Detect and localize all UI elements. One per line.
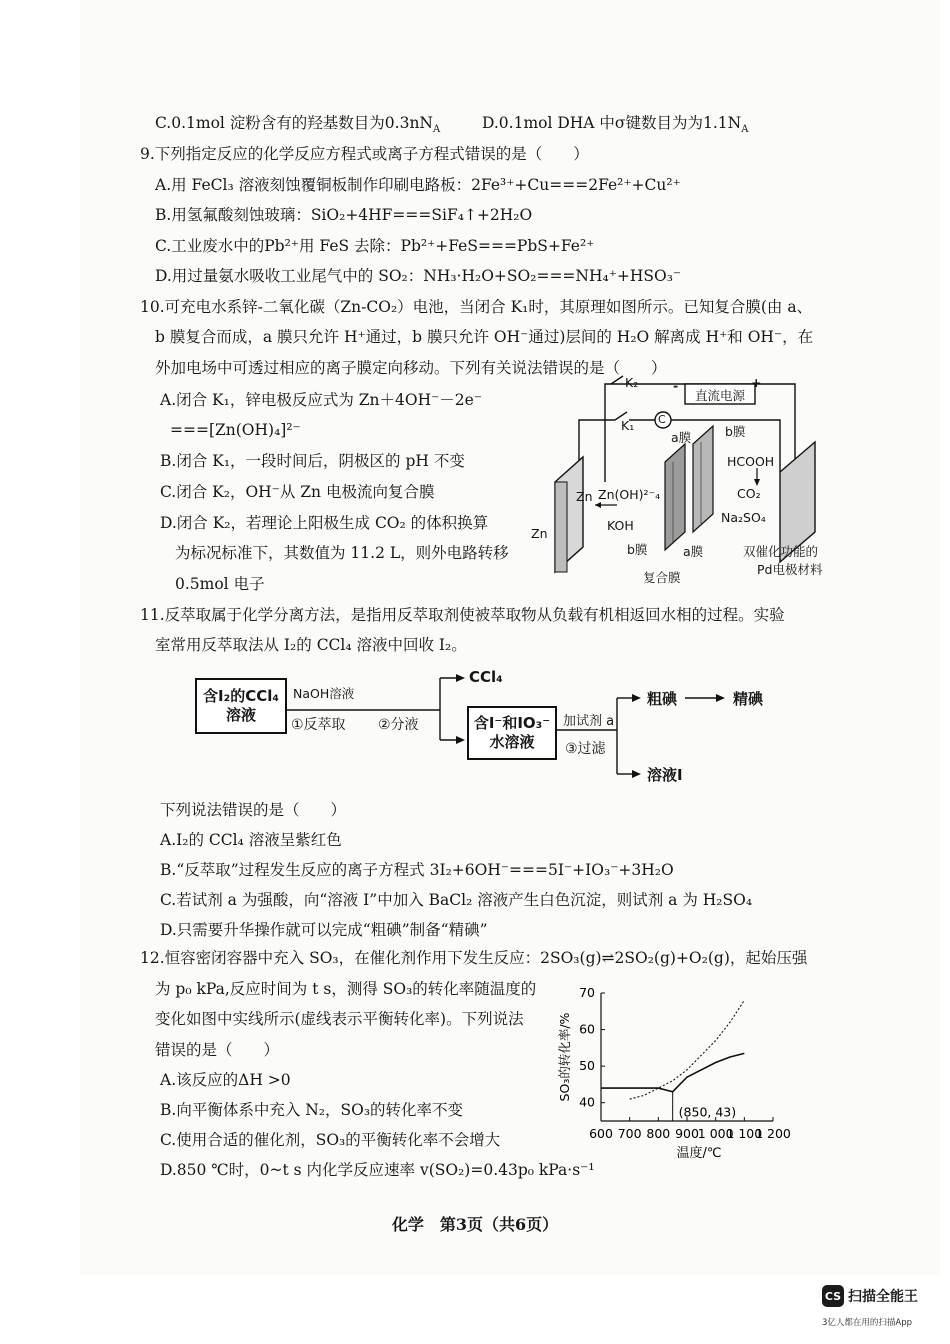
dc-power-label: 直流电源 (694, 388, 745, 403)
q9-option-d: D.用过量氨水吸收工业尾气中的 SO₂：NH₃·H₂O+SO₂===NH₄⁺+HSO₃⁻ (155, 267, 682, 285)
q10-option-d-line3: 0.5mol 电子 (175, 575, 265, 593)
pd-electrode-label-line1: 双催化功能的 (743, 544, 819, 559)
y-tick-label: 50 (579, 1058, 595, 1074)
q11-ask: 下列说法错误的是（ ） (160, 801, 347, 819)
q11-option-d: D.只需要升华操作就可以完成“粗碘”制备“精碘” (160, 921, 488, 939)
equilibrium-conversion-line (630, 1000, 745, 1099)
co2-label: CO₂ (737, 486, 761, 501)
extraction-flowchart (195, 668, 785, 788)
composite-membrane-label: 复合膜 (643, 570, 681, 585)
k2-label: K₂ (625, 375, 639, 390)
a-membrane-top-label: a膜 (671, 430, 692, 445)
q12-option-a: A.该反应的ΔH >0 (160, 1071, 291, 1089)
camscanner-tagline: 3亿人都在用的扫描App (822, 1318, 913, 1328)
q12-stem-line4: 错误的是（ ） (155, 1041, 280, 1059)
naoh-label: NaOH溶液 (293, 686, 355, 701)
zincate-label: Zn(OH)²⁻₄ (598, 487, 661, 502)
q12-option-c: C.使用合适的催化剂，SO₃的平衡转化率不会增大 (160, 1131, 501, 1149)
q10-option-d-line1: D.闭合 K₂，若理论上阳极生成 CO₂ 的体积换算 (160, 514, 489, 532)
page-footer: 化学 第3页（共6页） (391, 1215, 559, 1234)
measured-conversion-line (601, 1053, 744, 1091)
x-tick-label: 900 (675, 1126, 699, 1141)
y-tick-label: 70 (579, 985, 595, 1000)
x-tick-label: 800 (646, 1126, 671, 1141)
battery-diagram (525, 372, 855, 592)
q8-option-d: D.0.1mol DHA 中σ键数目为为$1.1N_A$ (482, 114, 749, 136)
step3-label: ③过滤 (565, 741, 606, 757)
camscanner-logo-icon: CS (822, 1285, 844, 1307)
flow-box-iodine-ccl4: 含I₂的CCl₄ 溶液 (195, 678, 287, 734)
minus-terminal: - (673, 378, 679, 393)
x-tick-label: 1 000 (697, 1126, 734, 1141)
zn-electrode-label: Zn (576, 489, 593, 504)
camscanner-name: 扫描全能王 (848, 1289, 918, 1305)
a-membrane-bottom-label: a膜 (683, 544, 704, 559)
k1-label: K₁ (621, 418, 635, 433)
pure-iodine: 精碘 (733, 690, 764, 708)
q10-option-b: B.闭合 K₁，一段时间后，阴极区的 pH 不变 (160, 452, 465, 470)
x-tick-label: 1 200 (755, 1126, 791, 1141)
zn-lead-label: Zn (531, 526, 548, 541)
q8-option-c: C.0.1mol 淀粉含有的羟基数目为$0.3nN_A$ (155, 114, 441, 136)
q12-stem-line2: 为 p₀ kPa,反应时间为 t s，测得 SO₃的转化率随温度的 (155, 980, 537, 998)
q10-stem-line2: b 膜复合而成，a 膜只允许 H⁺通过，b 膜只允许 OH⁻通过)层间的 H₂O 解离成 H⁺和 OH⁻，在 (155, 328, 814, 346)
conversion-chart (555, 985, 845, 1195)
q11-stem-line1: 11.反萃取属于化学分离方法，是指用反萃取剂使被萃取物从负载有机相返回水相的过程。实验 (140, 606, 785, 624)
q10-stem-line3: 外加电场中可透过相应的离子膜定向移动。下列有关说法错误的是（ ） (155, 359, 667, 377)
q11-option-c: C.若试剂 a 为强酸，向“溶液 I”中加入 BaCl₂ 溶液产生白色沉淀，则试剂 a 为 H₂SO₄ (160, 891, 753, 909)
y-tick-label: 40 (579, 1094, 595, 1110)
hcooh-label: HCOOH (727, 454, 775, 469)
q10-option-a-line1: A.闭合 K₁，锌电极反应式为 Zn＋4OH⁻－2e⁻ (160, 391, 483, 409)
b-membrane-bottom-label: b膜 (627, 542, 648, 557)
b-membrane-top-label: b膜 (725, 424, 746, 439)
q10-option-d-line2: 为标况标准下，其数值为 11.2 L，则外电路转移 (175, 544, 509, 562)
x-axis-label: 温度/℃ (676, 1146, 722, 1161)
q12-stem-line1: 12.恒容密闭容器中充入 SO₃，在催化剂作用下发生反应：2SO₃(g)⇌2SO₂(g)+O₂(g)，起始压强 (140, 949, 808, 967)
q12-stem-line3: 变化如图中实线所示(虚线表示平衡转化率)。下列说法 (155, 1010, 524, 1028)
q9-stem: 9.下列指定反应的化学反应方程式或离子方程式错误的是（ ） (140, 145, 589, 163)
q10-stem-line1: 10.可充电水系锌-二氧化碳（Zn-CO₂）电池，当闭合 K₁时，其原理如图所示。已知复合膜(由 a、 (140, 298, 813, 316)
point-annotation: (850, 43) (678, 1104, 737, 1120)
q9-option-a: A.用 FeCl₃ 溶液刻蚀覆铜板制作印刷电路板：2Fe³⁺+Cu===2Fe²⁺+Cu²⁺ (155, 176, 681, 194)
q10-option-c: C.闭合 K₂，OH⁻从 Zn 电极流向复合膜 (160, 483, 435, 501)
q11-option-b: B.“反萃取”过程发生反应的离子方程式 3I₂+6OH⁻===5I⁻+IO₃⁻+3H₂O (160, 861, 674, 879)
step1-label: ①反萃取 (291, 717, 346, 733)
q11-option-a: A.I₂的 CCl₄ 溶液呈紫红色 (160, 831, 342, 849)
plus-terminal: + (751, 375, 762, 390)
y-axis-label: SO₃的转化率/% (557, 1012, 572, 1102)
q9-option-b: B.用氢氟酸刻蚀玻璃：SiO₂+4HF===SiF₄↑+2H₂O (155, 206, 533, 224)
q12-option-b: B.向平衡体系中充入 N₂，SO₃的转化率不变 (160, 1101, 464, 1119)
crude-iodine: 粗碘 (647, 690, 678, 708)
q9-option-c: C.工业废水中的Pb²⁺用 FeS 去除：Pb²⁺+FeS===PbS+Fe²⁺ (155, 237, 595, 255)
solution-i: 溶液I (647, 766, 683, 784)
x-tick-label: 700 (617, 1126, 642, 1141)
q10-option-a-line2: ===[Zn(OH)₄]²⁻ (170, 421, 301, 439)
reagent-a-label: 加试剂 a (563, 714, 615, 729)
x-tick-label: 600 (589, 1126, 613, 1141)
na2so4-label: Na₂SO₄ (721, 510, 766, 525)
pd-electrode-label-line2: Pd电极材料 (757, 562, 823, 577)
q12-option-d: D.850 ℃时，0~t s 内化学反应速率 v(SO₂)=0.43p₀ kPa·s⁻¹ (160, 1161, 595, 1179)
x-tick-label: 1 100 (726, 1126, 763, 1141)
y-tick-label: 60 (579, 1021, 595, 1037)
q11-stem-line2: 室常用反萃取法从 I₂的 CCl₄ 溶液中回收 I₂。 (155, 636, 467, 654)
koh-label: KOH (607, 518, 634, 533)
ammeter-label: C (658, 413, 666, 426)
flow-box-iodide-iodate: 含I⁻和IO₃⁻ 水溶液 (467, 706, 557, 760)
step2-label: ②分液 (378, 717, 419, 733)
ccl4-product: CCl₄ (469, 668, 503, 686)
